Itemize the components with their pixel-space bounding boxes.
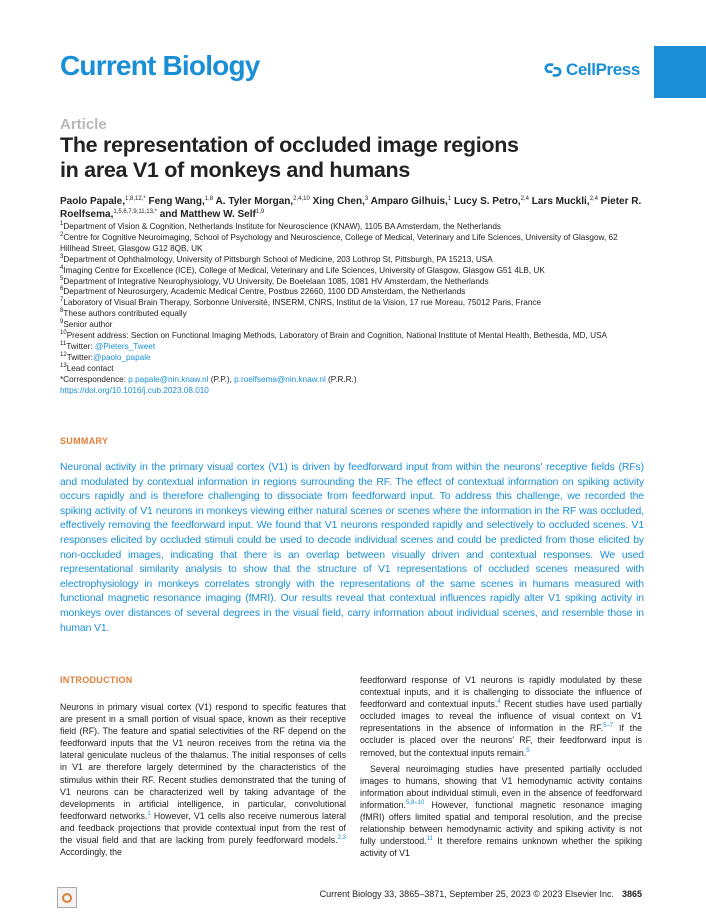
affiliation-text: Imaging Centre for Excellence (ICE), College of Medical, Veterinary and Life Sciences, University of Glasgow, Glasgow G51 4LB, UK: [63, 265, 545, 275]
summary-heading: SUMMARY: [60, 436, 109, 446]
author-affiliation-marker: 2,4: [589, 196, 598, 202]
author-affiliation-marker: 1,8: [204, 196, 214, 202]
affiliation-text: Department of Ophthalmology, University of Pittsburgh School of Medicine, 203 Lothrop St, Pittsburgh, PA 15213, USA: [63, 254, 493, 264]
affiliation-text: Lead contact: [66, 363, 114, 373]
affiliation: [60, 233, 645, 255]
affiliation-number: 8: [60, 308, 64, 315]
author-affiliation-marker: 1,8,12,*: [125, 196, 146, 202]
citation-ref[interactable]: 5–7: [603, 723, 614, 730]
paragraph: [360, 674, 642, 759]
title-line: in area V1 of monkeys and humans: [60, 158, 411, 182]
check-for-updates-glyph: [62, 893, 72, 903]
affiliation-number: 11: [60, 340, 67, 347]
text-run: Several neuroimaging studies have presented partially occluded images to humans, showing that V1 hemodynamic activity contains information about individual stimuli, even in the absence of feedforward information.: [360, 763, 642, 810]
email-link[interactable]: p.papale@nin.knaw.nl: [128, 374, 209, 384]
affiliation-text: Twitter:: [66, 341, 95, 351]
author-name: Xing Chen,: [309, 196, 365, 207]
affiliation-text: These authors contributed equally: [63, 309, 187, 319]
text-run: feedforward response of V1 neurons is rapidly modulated by these contextual inputs, and it is challenging to dissociate the influence of feedforward and contextual inputs.: [360, 675, 642, 710]
affiliation-number: 5: [60, 275, 64, 282]
article-title: [60, 133, 660, 183]
introduction-heading: INTRODUCTION: [60, 675, 133, 685]
affiliation-number: 6: [60, 286, 64, 293]
cellpress-logo[interactable]: [544, 60, 640, 80]
summary-text: Neuronal activity in the primary visual cortex (V1) is driven by feedforward input from within the neurons' receptive fields (RFs) and modulated by contextual information in regions surrounding the RF. The effect of contextual information on spiking activity occurs rapidly and is therefore challenging to dissociate from feedforward input. To address this challenge, we recorded the spiking activity of V1 neurons in monkeys viewing either natural scenes or scenes where the information in the RF was occluded, effectively removing the feedforward input. We found that V1 neurons responded rapidly and selectively to occluded scenes. V1 responses elicited by occluded stimuli could be used to decode individual scenes and could be predicted from those elicited by non-occluded images, indicating that there is an overlap between visually driven and contextual responses. We used representational similarity analysis to show that the structure of V1 representations of occluded scenes measured with electrophysiology in monkeys correlates strongly with the representations of the same scenes in humans measured with functional magnetic resonance imaging (fMRI). Our results reveal that contextual influences rapidly alter V1 spiking activity in monkeys over distances of several degrees in the visual field, carry information about individual scenes, and resemble those in human V1.: [60, 462, 644, 634]
affiliation-text: Department of Neurosurgery, Academic Medical Centre, Postbus 22660, 1100 DD Amsterdam, the Netherlands: [63, 287, 466, 297]
author-name: Feng Wang,: [145, 196, 205, 207]
affiliation-number: 1: [60, 221, 64, 227]
email-link[interactable]: p.roelfsema@nin.knaw.nl: [234, 374, 326, 384]
author-affiliation-marker: 3: [364, 196, 369, 202]
affiliation-number: 10: [60, 330, 67, 337]
citation-ref[interactable]: 11: [426, 836, 433, 843]
author-affiliation-marker: 2,4,10: [293, 196, 310, 202]
citation-ref[interactable]: 5: [526, 747, 530, 754]
twitter-link[interactable]: @Pieters_Tweet: [94, 341, 156, 351]
citation-ref[interactable]: 5,8–10: [405, 799, 425, 806]
citation-ref[interactable]: 1: [147, 810, 151, 817]
twitter-link[interactable]: @paolo_papale: [93, 352, 151, 362]
citation: Current Biology 33, 3865–3871, September 25, 2023 © 2023 Elsevier Inc.: [319, 889, 614, 899]
author-name: and Matthew W. Self: [156, 209, 256, 220]
text-run: Neurons in primary visual cortex (V1) respond to specific features that are present in a small portion of visual space, known as their receptive field (RF). The feature and spatial selectivities of the RF depend on the feedforward inputs that the V1 neuron receives from the retina via the lateral geniculate nucleus of the thalamus. The initial responses of cells in V1 are therefore largely determined by the characteristics of the stimulus within their RF. Recent studies demonstrated that the tuning of V1 neurons can be characterized well by taking advantage of the developments in artificial intelligence, in particular, convolutional feedforward networks.: [60, 702, 346, 821]
affiliation-text: Centre for Cognitive Neuroimaging, School of Psychology and Neuroscience, College of Medical, Veterinary and Life Sciences, University of Glasgow, 62 Hillhead Street, Glasgow G12 8QB, UK: [60, 232, 618, 253]
publisher-name: CellPress: [566, 60, 640, 79]
affiliation: [60, 364, 645, 375]
intro-column-left: [60, 701, 346, 858]
paragraph: [360, 763, 642, 860]
affiliation-text: Department of Integrative Neurophysiology, VU University, De Boelelaan 1085, 1081 HV Amsterdam, the Netherlands: [63, 276, 489, 286]
author-affiliation-marker: 2,4: [520, 196, 529, 202]
check-for-updates-icon[interactable]: [57, 887, 77, 908]
article-type-label: Article: [60, 116, 107, 133]
affiliation: [60, 298, 645, 309]
text-run: Accordingly, the: [60, 847, 122, 858]
affiliation-text: Department of Vision & Cognition, Netherlands Institute for Neuroscience (KNAW), 1105 BA Amsterdam, the Netherlands: [63, 222, 501, 231]
author-name: Lars Muckli,: [528, 196, 590, 207]
cellpress-logo-icon: [544, 61, 562, 79]
author-name: A. Tyler Morgan,: [213, 196, 294, 207]
author-affiliation-marker: 1,9: [255, 209, 265, 215]
paragraph: [60, 701, 346, 858]
title-line: The representation of occluded image regions: [60, 133, 519, 157]
journal-title: Current Biology: [60, 50, 260, 81]
affiliation-number: 9: [60, 319, 64, 326]
correspondence: *Correspondence: p.papale@nin.knaw.nl (P.P.), p.roelfsema@nin.knaw.nl (P.R.R.): [60, 374, 357, 384]
affiliation-text: Present address: Section on Functional Imaging Methods, Laboratory of Brain and Cognition, National Institute of Mental Health, Bethesda, MD, USA: [66, 331, 607, 341]
author-list: [60, 195, 660, 221]
affiliation-text: Senior author: [63, 320, 113, 330]
affiliation: [60, 353, 645, 364]
affiliation-number: 13: [60, 362, 67, 369]
intro-column-right: [360, 674, 642, 859]
text-run: If the occluder is placed over the neurons' RF, their feedforward input is removed, but the contextual inputs remain.: [360, 723, 642, 758]
author-affiliation-marker: 1: [447, 196, 452, 202]
page-footer: [300, 889, 642, 899]
affiliation: [60, 342, 645, 353]
journal-color-block: [654, 46, 706, 98]
affiliation-number: 4: [60, 264, 64, 271]
affiliation: [60, 287, 645, 298]
affiliation-number: 12: [60, 351, 67, 358]
affiliation: [60, 255, 645, 266]
affiliation: [60, 320, 645, 331]
affiliation-number: 3: [60, 253, 64, 260]
affiliation: [60, 266, 645, 277]
affiliation: [60, 222, 645, 233]
affiliation-number: 7: [60, 297, 64, 304]
author-name: Paolo Papale,: [60, 196, 126, 207]
page-number: 3865: [621, 889, 642, 899]
author-affiliation-marker: 1,5,6,7,9,11,13,*: [113, 209, 157, 215]
affiliation-text: Twitter:: [66, 352, 94, 362]
affiliation: [60, 277, 645, 288]
doi-link[interactable]: https://doi.org/10.1016/j.cub.2023.08.010: [60, 385, 209, 395]
author-name: Pieter R. Roelfsema,: [60, 196, 642, 220]
author-name: Lucy S. Petro,: [451, 196, 521, 207]
citation-ref[interactable]: 2,3: [337, 835, 346, 842]
text-run: Recent studies have used partially occluded images to reveal the influence of visual context on V1 representations in the absence of information in the RF.: [360, 699, 642, 734]
text-run: However, functional magnetic resonance imaging (fMRI) offers limited spatial and temporal resolution, and the precise relationship between hemodynamic activity and spiking activity is not fully understood.: [360, 799, 642, 847]
affiliations: [60, 222, 645, 397]
affiliation-text: Laboratory of Visual Brain Therapy, Sorbonne Université, INSERM, CNRS, Institut de la Vision, 17 rue Moreau, 75012 Paris, France: [63, 298, 542, 308]
citation-ref[interactable]: 4: [497, 699, 501, 706]
affiliation: [60, 331, 645, 342]
affiliation-number: 2: [60, 231, 64, 238]
affiliation: [60, 309, 645, 320]
author-name: Amparo Gilhuis,: [368, 196, 448, 207]
text-run: It therefore remains unknown whether the spiking activity of V1: [360, 836, 642, 859]
text-run: However, V1 cells also receive numerous lateral and feedback projections that provide contextual input from the rest of the visual field and that are lacking from purely feedforward models.: [60, 810, 346, 846]
